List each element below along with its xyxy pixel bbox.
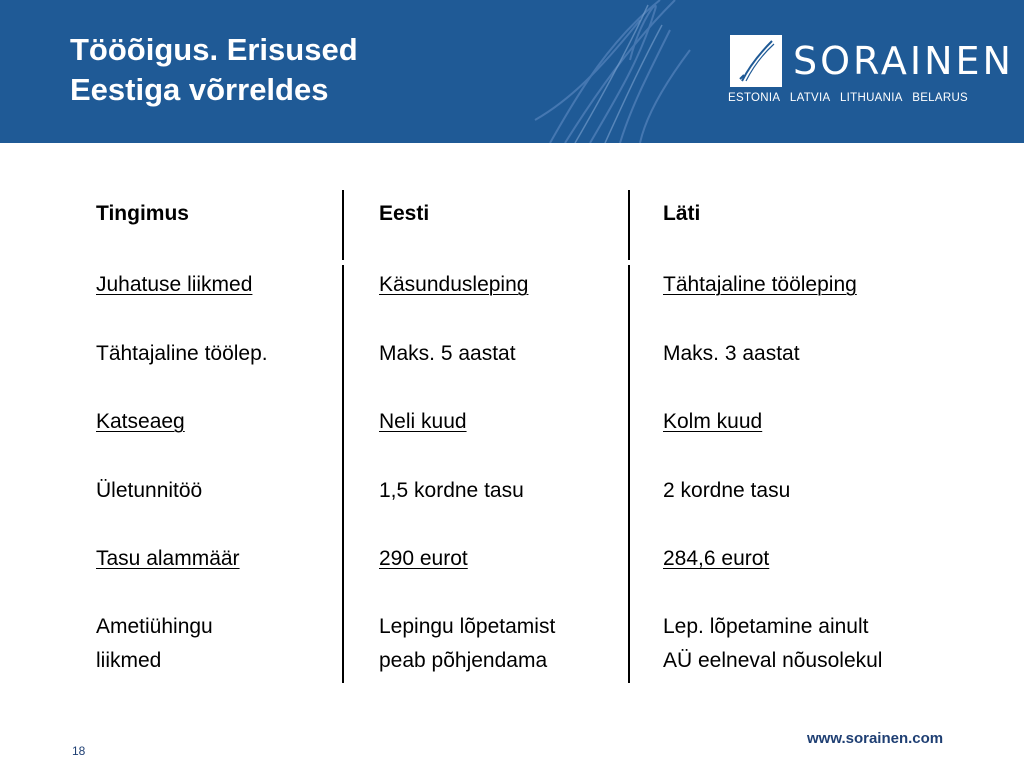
cell-text-line: peab põhjendama [379,649,548,672]
header-banner [0,0,1024,143]
cell-text-line: Tähtajaline töölep. [96,342,268,365]
table-cell-lati [663,405,762,439]
country-lithuania: LITHUANIA [839,92,903,104]
table-cell-eesti [379,474,524,508]
country-latvia: LATVIA [789,92,831,104]
cell-text-line: Tähtajaline tööleping [663,273,857,296]
column-divider [342,190,344,260]
cell-text-line: AÜ eelneval nõusolekul [663,649,883,672]
table-cell-eesti [379,337,516,371]
table-cell-eesti [379,610,555,678]
table-cell-tingimus [96,610,213,678]
column-divider [342,265,344,683]
cell-text-line: Lep. lõpetamine ainult [663,615,869,638]
table-cell-tingimus [96,474,202,508]
table-cell-lati [663,268,857,302]
logo-pen-icon [730,35,782,87]
column-divider [628,190,630,260]
table-cell-lati [663,474,790,508]
column-divider [628,265,630,683]
logo-wordmark: SORAINEN [793,39,1014,83]
table-cell-lati [663,610,882,678]
slide-title [70,30,358,110]
table-cell-tingimus [96,542,240,576]
cell-text-line: Maks. 5 aastat [379,342,516,365]
cell-text-line: Ületunnitöö [96,479,203,502]
cell-text-line: 290 eurot [379,547,468,570]
table-cell-tingimus [96,337,268,371]
cell-text-line: 2 kordne tasu [663,479,791,502]
cell-text-line: Ametiühingu [96,615,213,638]
page-number: 18 [72,744,86,758]
title-line-1: Tööõigus. Erisused [70,32,358,67]
title-line-2: Eestiga võrreldes [70,72,329,107]
sorainen-logo-mark [730,35,782,87]
cell-text-line: Neli kuud [379,410,467,433]
decorative-swirl-graphic [520,0,760,143]
logo-countries [728,92,974,104]
table-cell-eesti [379,405,467,439]
column-header-lati: Läti [663,202,701,225]
cell-text-line: Lepingu lõpetamist [379,615,556,638]
cell-text-line: Katseaeg [96,410,185,433]
cell-text-line: Tasu alammäär [96,547,240,570]
cell-text-line: 284,6 eurot [663,547,770,570]
country-estonia: ESTONIA [728,92,781,104]
table-cell-tingimus [96,268,252,302]
cell-text-line: Juhatuse liikmed [96,273,253,296]
column-header-tingimus: Tingimus [96,202,189,225]
table-cell-eesti [379,268,528,302]
table-cell-lati [663,337,800,371]
cell-text-line: Maks. 3 aastat [663,342,800,365]
footer-url[interactable]: www.sorainen.com [807,730,944,747]
cell-text-line: Käsundusleping [379,273,529,296]
cell-text-line: 1,5 kordne tasu [379,479,524,502]
table-cell-eesti [379,542,468,576]
column-header-eesti: Eesti [379,202,430,225]
table-cell-tingimus [96,405,185,439]
table-cell-lati [663,542,769,576]
country-belarus: BELARUS [912,92,969,104]
cell-text-line: Kolm kuud [663,410,763,433]
cell-text-line: liikmed [96,649,162,672]
